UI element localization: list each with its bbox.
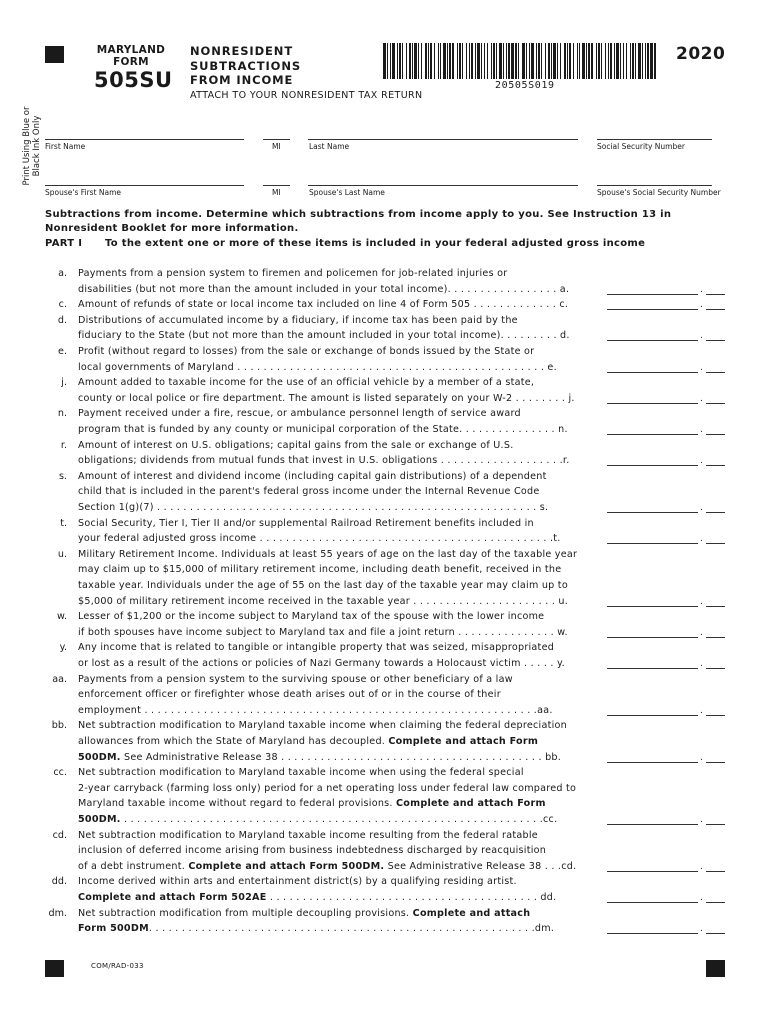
item-text-line: Amount of interest and dividend income (including capital gain distributions) of a dependent [78, 470, 547, 482]
item-letter: c. [58, 299, 67, 311]
item-text-line: Amount of interest on U.S. obligations; capital gains from the sale or exchange of U.S. [78, 439, 514, 451]
item-text-line: 500DM. . . . . . . . . . . . . . . . . . . . . . . . . . . . . . . . . . . . . . . . . . . . . . . . . . . . . . . . . . . . . . . . .cc. [78, 814, 558, 825]
amount-dollars-field[interactable] [607, 715, 698, 716]
amount-dollars-field[interactable] [607, 637, 698, 638]
item-letter: e. [58, 346, 67, 357]
item-text-line: local governments of Maryland . . . . . . . . . . . . . . . . . . . . . . . . . . . . . . . . . . . . . . . . . . . . . . . e. [78, 361, 557, 373]
item-text-line: program that is funded by any county or municipal corporation of the State. . . . . . . . . . . . . . . n. [78, 424, 568, 435]
item-text-line: county or local police or fire department. The amount is listed separately on your W-2 . . . . . . . . j. [78, 392, 575, 404]
item-letter: n. [57, 408, 67, 420]
item-text-line: may claim up to $15,000 of military retirement income, including death benefit, received in the [78, 564, 562, 576]
item-text-line: enforcement officer or firefighter whose death arises out of or in the course of their [78, 689, 501, 701]
ssn-label: Social Security Number [597, 142, 685, 151]
amount-cents-field[interactable] [706, 309, 725, 310]
amount-separator: . [700, 861, 703, 872]
amount-separator: . [700, 893, 703, 903]
amount-cents-field[interactable] [706, 824, 725, 825]
spouse-last-name-label: Spouse's Last Name [309, 188, 385, 197]
item-text-line: Amount of refunds of state or local income tax included on line 4 of Form 505 . . . . . . . . . . . . . c. [78, 299, 569, 311]
amount-cents-field[interactable] [706, 871, 725, 872]
amount-dollars-field[interactable] [607, 465, 698, 466]
item-text-line: if both spouses have income subject to Maryland tax and file a joint return . . . . . . . . . . . . . . . w. [78, 626, 568, 638]
item-text-line: disabilities (but not more than the amount included in your total income). . . . . . . . . . . . . . . . . a. [78, 283, 570, 295]
amount-dollars-field[interactable] [607, 933, 698, 934]
item-letter: bb. [51, 720, 67, 732]
item-text-line: Profit (without regard to losses) from the sale or exchange of bonds issued by the State or [78, 346, 535, 357]
item-text-line: Distributions of accumulated income by a fiduciary, if income tax has been paid by the [78, 314, 518, 326]
item-text-line: allowances from which the State of Maryland has decoupled. Complete and attach Form [78, 736, 539, 747]
item-text-line: Military Retirement Income. Individuals at least 55 years of age on the last day of the taxable year [78, 548, 578, 560]
amount-dollars-field[interactable] [607, 434, 698, 435]
title-line-2: SUBTRACTIONS [190, 58, 302, 73]
item-text-line: taxable year. Individuals under the age of 55 on the last day of the taxable year may claim up to [78, 580, 568, 591]
form-title [190, 44, 301, 88]
item-text-line: of a debt instrument. Complete and attach Form 500DM. See Administrative Release 38 . . .cd. [78, 860, 577, 872]
amount-separator: . [700, 815, 703, 825]
item-letter: cc. [53, 767, 67, 779]
amount-dollars-field[interactable] [607, 762, 698, 763]
amount-separator: . [700, 362, 703, 373]
barcode-number: 20505S019 [495, 80, 555, 91]
item-text-line: Net subtraction modification from multiple decoupling provisions. Complete and attach [78, 907, 531, 919]
item-letter: y. [59, 642, 67, 654]
item-letter: dm. [48, 907, 67, 919]
item-letter: a. [58, 268, 67, 279]
amount-cents-field[interactable] [706, 637, 725, 638]
item-letter: u. [57, 548, 67, 560]
amount-dollars-field[interactable] [607, 824, 698, 825]
item-text-line: Amount added to taxable income for the use of an official vehicle by a member of a state, [78, 377, 535, 389]
intro-text [45, 208, 745, 236]
title-line-3: FROM INCOME [190, 73, 294, 87]
item-text-line: Lesser of $1,200 or the income subject to Maryland tax of the spouse with the lower income [78, 611, 545, 623]
item-text-line: Net subtraction modification to Maryland taxable income when claiming the federal depreciation [78, 720, 567, 732]
amount-separator: . [700, 534, 703, 545]
amount-cents-field[interactable] [706, 543, 725, 544]
spouse-first-name-field[interactable] [45, 185, 244, 186]
ink-instruction [22, 96, 42, 196]
part-label: PART I [45, 238, 83, 249]
tax-year: 2020 [676, 44, 726, 64]
item-letter: aa. [52, 673, 67, 685]
item-letter: dd. [51, 876, 67, 888]
item-text-line: Payment received under a fire, rescue, or ambulance personnel length of service award [78, 408, 521, 420]
item-text-line: Social Security, Tier I, Tier II and/or supplemental Railroad Retirement benefits included in [78, 517, 534, 529]
item-text-line: inclusion of deferred income arising from business indebtedness discharged by reacquisition [78, 845, 547, 857]
amount-separator: . [700, 300, 703, 311]
item-text-line: Any income that is related to tangible or intangible property that was seized, misappropriated [78, 642, 555, 654]
form-code: COM/RAD-033 [91, 962, 144, 970]
amount-separator: . [700, 331, 703, 342]
amount-dollars-field[interactable] [607, 543, 698, 544]
item-letter: w. [56, 611, 67, 623]
mi-label: MI [272, 142, 281, 151]
item-text-line: 500DM. See Administrative Release 38 . . . . . . . . . . . . . . . . . . . . . . . . . . . . . . . . . . . . . . . . bb. [78, 751, 562, 763]
item-text-line: Income derived within arts and entertainment district(s) by a qualifying residing artist. [78, 876, 517, 888]
item-text-line: child that is included in the parent's federal gross income under the Internal Revenue Code [78, 486, 540, 498]
first-name-field[interactable] [45, 139, 244, 140]
amount-dollars-field[interactable] [607, 606, 698, 607]
amount-cents-field[interactable] [706, 606, 725, 607]
spouse-first-name-label: Spouse's First Name [45, 188, 122, 197]
registration-mark-bottom-right [706, 960, 725, 977]
amount-dollars-field[interactable] [607, 372, 698, 373]
barcode [383, 43, 657, 79]
item-text-line: employment . . . . . . . . . . . . . . . . . . . . . . . . . . . . . . . . . . . . . . . . . . . . . . . . . . . . . . . . . . . .aa. [78, 704, 553, 716]
title-line-1: NONRESIDENT [190, 44, 294, 58]
amount-cents-field[interactable] [706, 434, 725, 435]
item-letter: r. [60, 439, 67, 451]
item-text-line: 2-year carryback (farming loss only) period for a net operating loss under federal law compared to [78, 782, 577, 794]
item-letter: s. [58, 470, 67, 482]
item-letter: j. [61, 377, 67, 389]
part-heading: To the extent one or more of these items is included in your federal adjusted gross income [105, 238, 646, 249]
amount-dollars-field[interactable] [607, 403, 698, 404]
item-text-line: $5,000 of military retirement income received in the taxable year . . . . . . . . . . . . . . . . . . . . . . u. [78, 595, 569, 607]
item-text-line: Net subtraction modification to Maryland taxable income when using the federal special [78, 767, 524, 779]
amount-separator: . [700, 456, 703, 467]
registration-mark-bottom-left [45, 960, 64, 977]
item-text-line: your federal adjusted gross income . . . . . . . . . . . . . . . . . . . . . . . . . . . . . . . . . . . . . . . . . . . . .t. [78, 533, 561, 545]
amount-separator: . [700, 924, 703, 935]
item-text-line: or lost as a result of the actions or policies of Nazi Germany towards a Holocaust victim . . . . . y. [78, 658, 565, 669]
amount-cents-field[interactable] [706, 465, 725, 466]
mi-field[interactable] [263, 139, 290, 140]
item-text-line: Section 1(g)(7) . . . . . . . . . . . . . . . . . . . . . . . . . . . . . . . . . . . . . . . . . . . . . . . . . . . . . . . . . . s. [78, 502, 549, 513]
amount-dollars-field[interactable] [607, 902, 698, 903]
amount-cents-field[interactable] [706, 294, 725, 295]
spouse-ssn-label: Spouse's Social Security Number [597, 188, 721, 197]
amount-cents-field[interactable] [706, 668, 725, 669]
amount-dollars-field[interactable] [607, 340, 698, 341]
item-text-line: Net subtraction modification to Maryland taxable income resulting from the federal ratable [78, 829, 538, 841]
intro-line-2: Nonresident Booklet for more information. [45, 223, 299, 234]
amount-dollars-field[interactable] [607, 309, 698, 310]
ssn-field[interactable] [597, 139, 712, 140]
item-text-line: Maryland taxable income without regard to federal provisions. Complete and attach Form [78, 798, 546, 810]
last-name-field[interactable] [308, 139, 578, 140]
amount-cents-field[interactable] [706, 340, 725, 341]
spouse-last-name-field[interactable] [308, 185, 578, 186]
amount-separator: . [700, 503, 703, 513]
amount-cents-field[interactable] [706, 512, 725, 513]
ink-instruction-line-1: Print Using Blue or [22, 106, 32, 186]
amount-cents-field[interactable] [706, 372, 725, 373]
amount-dollars-field[interactable] [607, 668, 698, 669]
item-letter: t. [60, 517, 67, 529]
amount-cents-field[interactable] [706, 933, 725, 934]
amount-separator: . [700, 284, 703, 295]
amount-separator: . [700, 627, 703, 638]
amount-cents-field[interactable] [706, 902, 725, 903]
amount-separator: . [700, 425, 703, 435]
amount-dollars-field[interactable] [607, 512, 698, 513]
amount-separator: . [700, 596, 703, 607]
amount-separator: . [700, 705, 703, 716]
item-text-line: Form 500DM. . . . . . . . . . . . . . . . . . . . . . . . . . . . . . . . . . . . . . . . . . . . . . . . . . . . . . . . . . .dm. [78, 923, 555, 935]
item-text-line: fiduciary to the State (but not more than the amount included in your total income). . . . . . . . . d. [78, 330, 570, 342]
attach-note: ATTACH TO YOUR NONRESIDENT TAX RETURN [190, 90, 423, 101]
amount-cents-field[interactable] [706, 762, 725, 763]
state-label: MARYLAND [96, 44, 166, 56]
item-text-line: obligations; dividends from mutual funds that invest in U.S. obligations . . . . . . . . . . . . . . . . . . .r. [78, 455, 570, 467]
spouse-ssn-field[interactable] [597, 185, 712, 186]
spouse-mi-label: MI [272, 188, 281, 197]
spouse-mi-field[interactable] [263, 185, 290, 186]
form-number: 505SU [94, 68, 173, 92]
last-name-label: Last Name [309, 142, 350, 151]
amount-separator: . [700, 752, 703, 763]
amount-cents-field[interactable] [706, 403, 725, 404]
amount-dollars-field[interactable] [607, 294, 698, 295]
amount-separator: . [700, 393, 703, 404]
first-name-label: First Name [45, 142, 86, 151]
form-word: FORM [113, 56, 149, 68]
item-text-line: Payments from a pension system to firemen and policemen for job-related injuries or [78, 268, 508, 279]
item-letter: d. [57, 314, 67, 326]
intro-line-1: Subtractions from income. Determine which subtractions from income apply to you. See Instruction 13 in [45, 209, 672, 220]
amount-separator: . [700, 659, 703, 669]
item-text-line: Complete and attach Form 502AE . . . . . . . . . . . . . . . . . . . . . . . . . . . . . . . . . . . . . . . . . dd. [78, 892, 557, 903]
amount-dollars-field[interactable] [607, 871, 698, 872]
item-letter: cd. [52, 829, 67, 841]
ink-instruction-line-2: Black Ink Only [32, 115, 42, 177]
registration-mark-top-left [45, 46, 64, 63]
item-text-line: Payments from a pension system to the surviving spouse or other beneficiary of a law [78, 673, 513, 685]
amount-cents-field[interactable] [706, 715, 725, 716]
